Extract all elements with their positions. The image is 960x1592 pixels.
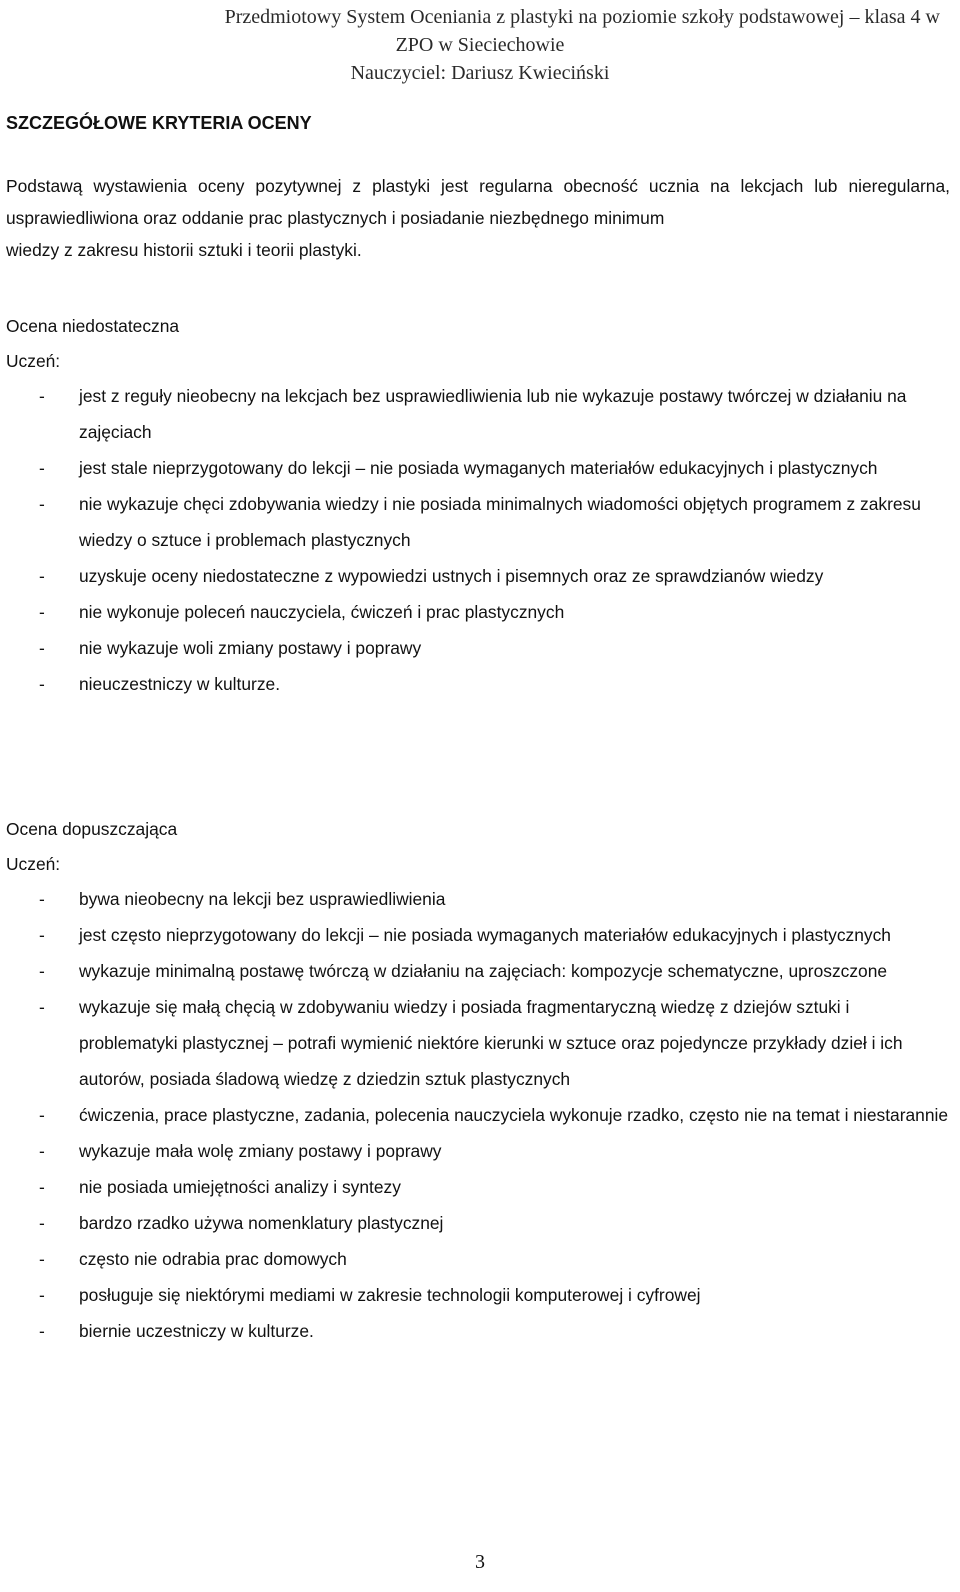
section-dopuszczajaca: [6, 811, 950, 1349]
section-niedostateczna: [6, 308, 950, 702]
intro-line-1: Podstawą wystawienia oceny pozytywnej z plastyki jest regularna obecność ucznia na lekcjach lub: [6, 176, 838, 196]
list-item-text: często nie odrabia prac domowych: [79, 1249, 347, 1269]
list-item: [6, 450, 950, 486]
list-item: [6, 378, 950, 450]
list-item: [6, 558, 950, 594]
list-dash: -: [39, 997, 45, 1017]
criteria-list: [6, 378, 950, 702]
list-dash: -: [39, 674, 45, 694]
list-dash: -: [39, 1249, 45, 1269]
list-item-text: posługuje się niektórymi mediami w zakresie technologii komputerowej i cyfrowej: [79, 1285, 701, 1305]
list-item: [6, 917, 950, 953]
list-item: [6, 594, 950, 630]
list-dash: -: [39, 458, 45, 478]
list-dash: -: [39, 494, 45, 514]
criteria-list: [6, 881, 950, 1349]
header-teacher: Nauczyciel: Dariusz Kwieciński: [350, 62, 610, 84]
list-item: [6, 1205, 950, 1241]
list-dash: -: [39, 566, 45, 586]
list-item-text: nie wykazuje chęci zdobywania wiedzy i nie posiada minimalnych wiadomości objętych programem z zakresu wiedzy o sztuce i problemach plastycznych: [79, 494, 921, 550]
list-item: [6, 989, 950, 1097]
list-item: [6, 881, 950, 917]
list-dash: -: [39, 638, 45, 658]
list-item-text: nie wykonuje poleceń nauczyciela, ćwiczeń i prac plastycznych: [79, 602, 565, 622]
list-item-text: jest stale nieprzygotowany do lekcji – nie posiada wymaganych materiałów edukacyjnych i plastycznych: [79, 458, 878, 478]
list-dash: -: [39, 1321, 45, 1341]
section-subtitle: Uczeń:: [6, 351, 61, 371]
list-item: [6, 1313, 950, 1349]
list-item-text: uzyskuje oceny niedostateczne z wypowiedzi ustnych i pisemnych oraz ze sprawdzianów wiedzy: [79, 566, 824, 586]
list-item-text: nie posiada umiejętności analizy i syntezy: [79, 1177, 401, 1197]
list-item: [6, 1169, 950, 1205]
main-title: SZCZEGÓŁOWE KRYTERIA OCENY: [6, 113, 312, 133]
header-line-2: ZPO w Sieciechowie: [395, 34, 565, 56]
list-item: [6, 630, 950, 666]
list-item: [6, 1277, 950, 1313]
list-dash: -: [39, 925, 45, 945]
list-item-text: biernie uczestniczy w kulturze.: [79, 1321, 314, 1341]
list-item: [6, 486, 950, 558]
list-dash: -: [39, 1177, 45, 1197]
section-subtitle: Uczeń:: [6, 854, 61, 874]
list-item: [6, 1097, 950, 1133]
list-item-text: wykazuje się małą chęcią w zdobywaniu wiedzy i posiada fragmentaryczną wiedzę z dziejów sztuki i problematyki plastycznej – potrafi wymienić niektóre kierunki w sztuce oraz pojedyncze przykłady dzieł i ich autorów, posiada śladową wiedzę z dziedzin sztuk plastycznych: [79, 997, 903, 1089]
list-dash: -: [39, 1213, 45, 1233]
page-number: 3: [475, 1551, 485, 1573]
intro-paragraph: [6, 170, 950, 266]
list-item-text: nieuczestniczy w kulturze.: [79, 674, 281, 694]
list-item-text: jest często nieprzygotowany do lekcji – nie posiada wymaganych materiałów edukacyjnych i plastycznych: [79, 925, 891, 945]
list-item-text: jest z reguły nieobecny na lekcjach bez usprawiedliwienia lub nie wykazuje postawy twórczej w działaniu na zajęciach: [79, 386, 907, 442]
list-item-text: bardzo rzadko używa nomenklatury plastycznej: [79, 1213, 444, 1233]
list-item: [6, 1133, 950, 1169]
list-dash: -: [39, 602, 45, 622]
section-title: Ocena niedostateczna: [6, 316, 180, 336]
list-dash: -: [39, 1285, 45, 1305]
intro-line-3: wiedzy z zakresu historii sztuki i teorii plastyki.: [6, 240, 362, 260]
list-dash: -: [39, 961, 45, 981]
section-title: Ocena dopuszczająca: [6, 819, 178, 839]
list-item: [6, 666, 950, 702]
list-dash: -: [39, 889, 45, 909]
page-header: [0, 3, 960, 87]
list-dash: -: [39, 1105, 45, 1125]
list-dash: -: [39, 386, 45, 406]
intro-line-2: nieregularna, usprawiedliwiona oraz oddanie prac plastycznych i posiadanie niezbędnego minimum: [6, 176, 950, 228]
list-item-text: nie wykazuje woli zmiany postawy i poprawy: [79, 638, 422, 658]
list-item-text: bywa nieobecny na lekcji bez usprawiedliwienia: [79, 889, 446, 909]
header-line-1: Przedmiotowy System Oceniania z plastyki na poziomie szkoły podstawowej – klasa 4 w: [224, 6, 940, 28]
list-item: [6, 953, 950, 989]
list-item-text: ćwiczenia, prace plastyczne, zadania, polecenia nauczyciela wykonuje rzadko, często nie na temat i niestarannie: [79, 1105, 949, 1125]
list-item-text: wykazuje mała wolę zmiany postawy i poprawy: [79, 1141, 442, 1161]
list-item: [6, 1241, 950, 1277]
list-dash: -: [39, 1141, 45, 1161]
list-item-text: wykazuje minimalną postawę twórczą w działaniu na zajęciach: kompozycje schematyczne, uproszczone: [79, 961, 888, 981]
